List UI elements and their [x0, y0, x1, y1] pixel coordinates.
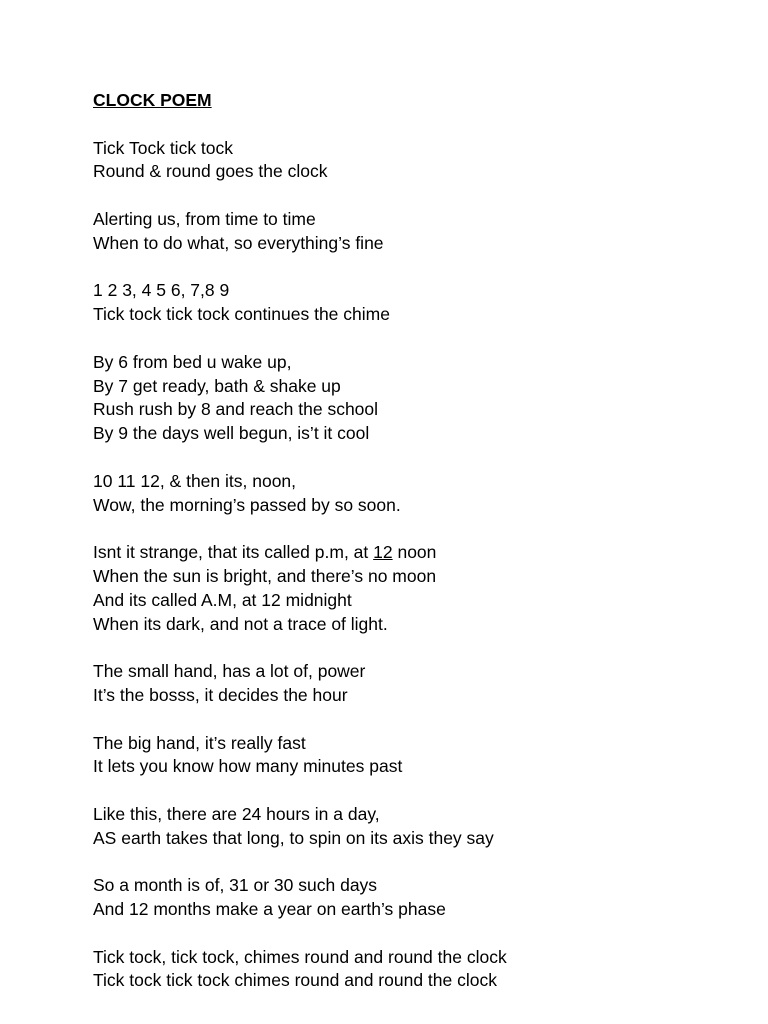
stanza	[93, 660, 743, 708]
poem-line: By 9 the days well begun, is’t it cool	[93, 423, 370, 444]
poem-line: By 6 from bed u wake up,	[93, 351, 292, 372]
poem-line: When the sun is bright, and there’s no moon	[93, 565, 437, 586]
poem-line: 10 11 12, & then its, noon,	[93, 470, 297, 491]
poem-line: Tick tock tick tock continues the chime	[93, 304, 390, 325]
line-text: noon	[392, 542, 437, 563]
poem-line: And its called A.M, at 12 midnight	[93, 589, 352, 610]
poem-line: And 12 months make a year on earth’s phase	[93, 899, 446, 920]
poem-line: By 7 get ready, bath & shake up	[93, 375, 341, 396]
poem-line: When to do what, so everything’s fine	[93, 232, 384, 253]
poem-line: Tick tock tick tock chimes round and round the clock	[93, 970, 497, 991]
stanza-list	[93, 137, 743, 994]
poem-body	[93, 89, 743, 1017]
poem-line: It lets you know how many minutes past	[93, 756, 403, 777]
poem-line: The big hand, it’s really fast	[93, 732, 306, 753]
poem-line: Tick Tock tick tock	[93, 137, 234, 158]
line-text: Isnt it strange, that its called p.m, at	[93, 542, 374, 563]
poem-line	[93, 541, 743, 565]
poem-line: 1 2 3, 4 5 6, 7,8 9	[93, 280, 230, 301]
stanza	[93, 541, 743, 636]
underlined-number: 12	[373, 542, 393, 563]
stanza	[93, 470, 743, 518]
poem-line: It’s the bosss, it decides the hour	[93, 684, 348, 705]
poem-line: Tick tock, tick tock, chimes round and round the clock	[93, 946, 507, 967]
stanza	[93, 946, 743, 994]
stanza	[93, 803, 743, 851]
poem-line: So a month is of, 31 or 30 such days	[93, 875, 378, 896]
poem-line: The small hand, has a lot of, power	[93, 661, 366, 682]
stanza	[93, 351, 743, 446]
poem-title: CLOCK POEM	[93, 90, 212, 110]
poem-line: Like this, there are 24 hours in a day,	[93, 803, 380, 824]
poem-line: When its dark, and not a trace of light.	[93, 613, 388, 634]
stanza	[93, 874, 743, 922]
poem-line: Round & round goes the clock	[93, 161, 328, 182]
poem-line: Rush rush by 8 and reach the school	[93, 399, 379, 420]
poem-line: Alerting us, from time to time	[93, 208, 316, 229]
stanza	[93, 208, 743, 256]
stanza	[93, 279, 743, 327]
stanza	[93, 137, 743, 185]
poem-line: AS earth takes that long, to spin on its axis they say	[93, 827, 494, 848]
stanza	[93, 732, 743, 780]
poem-line: Wow, the morning’s passed by so soon.	[93, 494, 401, 515]
